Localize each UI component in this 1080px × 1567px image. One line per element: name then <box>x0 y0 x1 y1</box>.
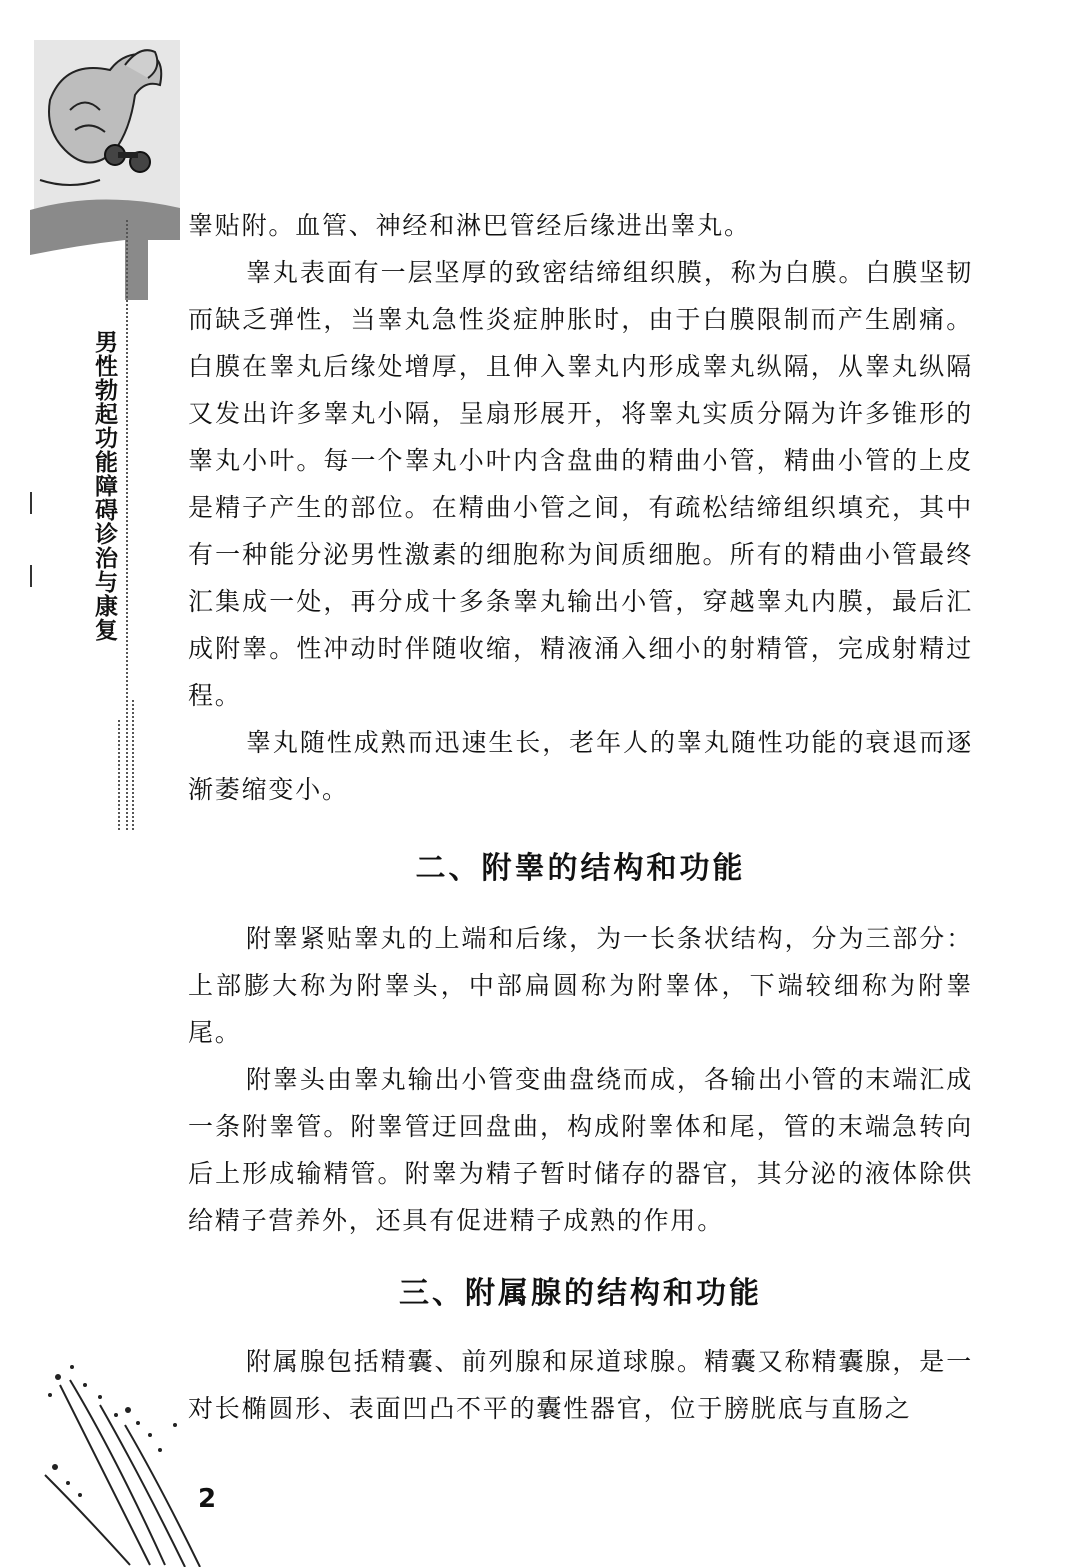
paragraph: 睾丸表面有一层坚厚的致密结缔组织膜，称为白膜。白膜坚韧而缺乏弹性，当睾丸急性炎症肿胀时，由于白膜限制而产生剧痛。白膜在睾丸后缘处增厚，且伸入睾丸内形成睾丸纵隔，从睾丸纵隔又发出许多睾丸小隔，呈扇形展开，将睾丸实质分隔为许多锥形的睾丸小叶。每一个睾丸小叶内含盘曲的精曲小管，精曲小管的上皮是精子产生的部位。在精曲小管之间，有疏松结缔组织填充，其中有一种能分泌男性激素的细胞称为间质细胞。所有的精曲小管最终汇集成一处，再分成十多条睾丸输出小管，穿越睾丸内膜，最后汇成附睾。性冲动时伴随收缩，精液涌入细小的射精管，完成射精过程。 <box>188 258 973 710</box>
margin-dotted-line <box>126 220 128 830</box>
body-text <box>188 202 973 1432</box>
decorative-grass-ornament <box>40 1355 240 1567</box>
paragraph: 附睾紧贴睾丸的上端和后缘，为一长条状结构，分为三部分：上部膨大称为附睾头，中部扁圆称为附睾体，下端较细称为附睾尾。 <box>188 924 973 1047</box>
paragraph: 睾贴附。血管、神经和淋巴管经后缘进出睾丸。 <box>188 211 751 240</box>
bodybuilder-illustration <box>30 40 180 300</box>
book-title-vertical: 男性勃起功能障碍诊治与康复 <box>91 330 117 642</box>
margin-tick <box>30 492 32 514</box>
page-number: 2 <box>198 1484 217 1514</box>
margin-dotted-line <box>118 720 120 830</box>
margin-tick <box>30 565 32 587</box>
section-heading: 三、附属腺的结构和功能 <box>399 1276 762 1311</box>
paragraph: 附属腺包括精囊、前列腺和尿道球腺。精囊又称精囊腺，是一对长椭圆形、表面凹凸不平的囊性器官，位于膀胱底与直肠之 <box>188 1347 973 1423</box>
paragraph: 附睾头由睾丸输出小管变曲盘绕而成，各输出小管的末端汇成一条附睾管。附睾管迂回盘曲，构成附睾体和尾，管的末端急转向后上形成输精管。附睾为精子暂时储存的器官，其分泌的液体除供给精子营养外，还具有促进精子成熟的作用。 <box>188 1065 973 1235</box>
section-heading: 二、附睾的结构和功能 <box>415 851 746 886</box>
paragraph: 睾丸随性成熟而迅速生长，老年人的睾丸随性功能的衰退而逐渐萎缩变小。 <box>188 728 973 804</box>
margin-dotted-line <box>132 700 134 830</box>
